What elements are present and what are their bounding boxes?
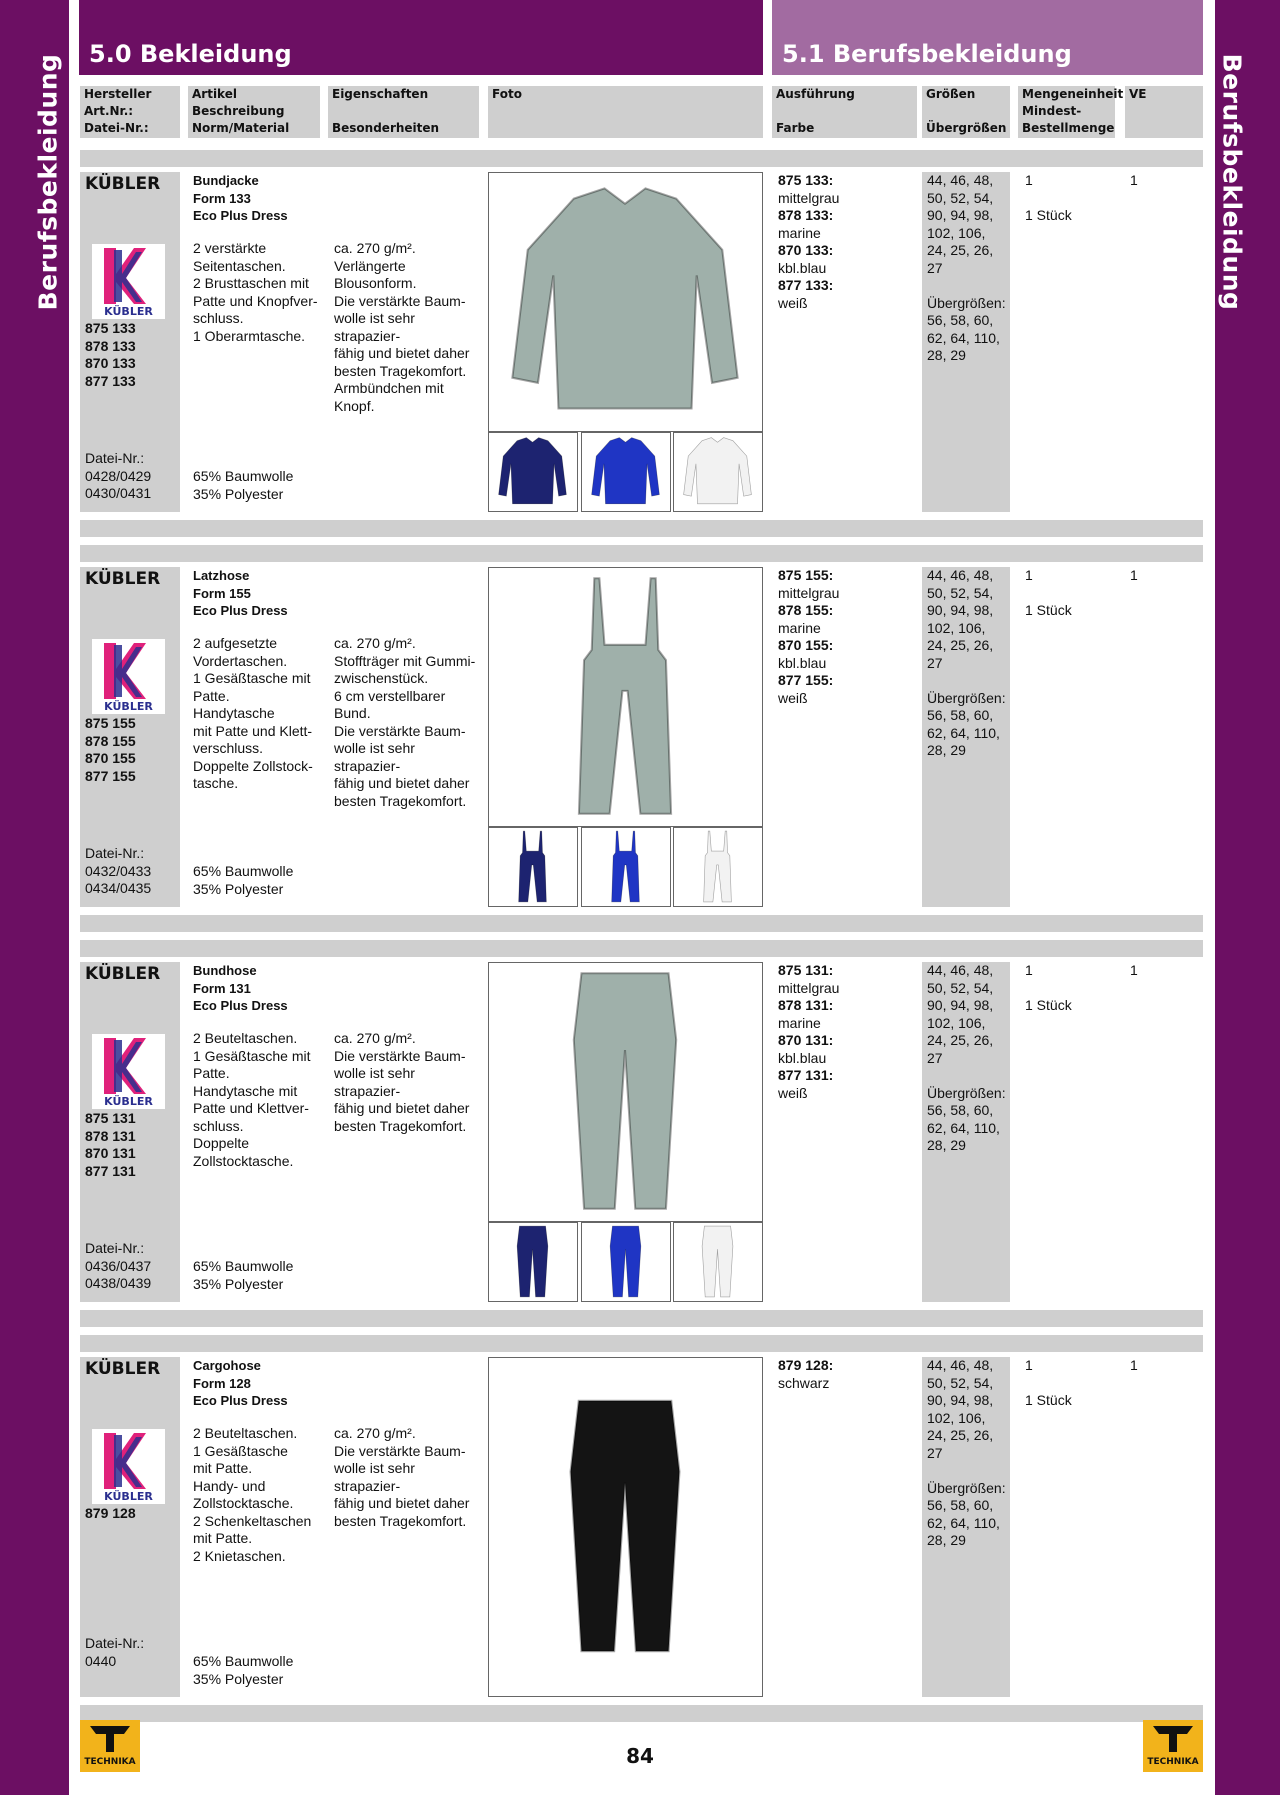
size-line: 24, 25, 26, [927, 1032, 994, 1048]
article-number: 877 131 [85, 1162, 136, 1179]
file-number-label: Datei-Nr.: [85, 845, 145, 861]
side-label-left: Berufsbekleidung [33, 53, 63, 311]
brand-name: KÜBLER [85, 174, 161, 194]
description-line: 1 Gesäßtasche [193, 1442, 288, 1459]
oversize-line: 28, 29 [927, 1137, 966, 1153]
oversize-label: Übergrößen: [927, 1084, 1006, 1101]
color-variant-thumbnail [581, 827, 671, 907]
description-line: Handytasche mit [193, 1082, 298, 1099]
size-line: 50, 52, 54, [927, 584, 994, 601]
svg-text:TECHNIKA: TECHNIKA [84, 1757, 136, 1767]
oversize-line: 56, 58, 60, [927, 1102, 994, 1118]
property-line: besten Tragekomfort. [334, 1117, 467, 1134]
svg-text:TECHNIKA: TECHNIKA [1147, 1757, 1199, 1767]
material-line: 65% Baumwolle [193, 863, 294, 879]
property-line: Verlängerte [334, 257, 406, 274]
row-separator [80, 940, 1203, 957]
size-line: 90, 94, 98, [927, 997, 994, 1013]
unit-quantity: 1 [1025, 1357, 1033, 1373]
article-description [193, 240, 331, 345]
variant-color: schwarz [778, 1374, 830, 1391]
variant-code: 875 131: [778, 962, 834, 978]
unit-quantity: 1 [1025, 172, 1033, 188]
spacer [927, 1462, 1007, 1480]
section-title: 5.0 Bekleidung [79, 0, 763, 75]
color-variant-thumbnail [488, 1222, 578, 1302]
article-number: 875 131 [85, 1110, 136, 1126]
oversize-label: Übergrößen: [927, 294, 1006, 311]
variant-code: 877 155: [778, 672, 834, 688]
subsection-title: 5.1 Berufsbekleidung [772, 0, 1203, 75]
description-line: 2 verstärkte [193, 240, 267, 256]
quantity [1025, 1357, 1072, 1410]
property-line: ca. 270 g/m². [334, 240, 416, 256]
size-line: 24, 25, 26, [927, 242, 994, 258]
quantity [1025, 567, 1072, 620]
size-line: 102, 106, [927, 1014, 986, 1031]
article-title [193, 172, 288, 225]
property-line: besten Tragekomfort. [334, 1512, 467, 1529]
technika-logo-right [1143, 1720, 1203, 1772]
description-line: 2 Beuteltaschen. [193, 1030, 298, 1046]
property-line: ca. 270 g/m². [334, 1425, 416, 1441]
oversize-line: 56, 58, 60, [927, 312, 994, 328]
property-line: ca. 270 g/m². [334, 635, 416, 651]
article-number: 878 131 [85, 1127, 136, 1144]
material [193, 863, 293, 898]
property-line: fähig und bietet daher [334, 775, 470, 791]
row-separator [80, 520, 1203, 537]
svg-text:KÜBLER: KÜBLER [104, 305, 153, 318]
oversize-line: 62, 64, 110, [927, 329, 1000, 346]
minimum-order: 1 Stück [1025, 602, 1072, 618]
material [193, 468, 293, 503]
property-line: wolle ist sehr strapazier- [334, 1460, 415, 1494]
col-head-menge: Mengeneinheit Mindest- Bestellmenge [1018, 86, 1115, 138]
property-line: besten Tragekomfort. [334, 362, 467, 379]
color-variant-thumbnail [673, 432, 763, 512]
product-photo [488, 567, 763, 827]
article-title [193, 1357, 288, 1410]
col-head-groessen: Größen Übergrößen [922, 86, 1010, 138]
svg-text:KÜBLER: KÜBLER [104, 1095, 153, 1108]
material-line: 35% Polyester [193, 880, 284, 897]
size-line: 102, 106, [927, 619, 986, 636]
size-line: 102, 106, [927, 1409, 986, 1426]
row-separator [80, 915, 1203, 932]
packing-unit: 1 [1130, 1357, 1138, 1373]
oversize-line: 56, 58, 60, [927, 1497, 994, 1513]
spacer [1025, 980, 1072, 998]
sizes [927, 172, 1007, 365]
col-head-artikel: Artikel Beschreibung Norm/Material [188, 86, 320, 138]
article-title [193, 567, 288, 620]
properties [334, 635, 484, 810]
oversize-line: 56, 58, 60, [927, 707, 994, 723]
col-head-hersteller: Hersteller Art.Nr.: Datei-Nr.: [80, 86, 180, 138]
variant-code: 870 155: [778, 637, 834, 653]
sizes [927, 962, 1007, 1155]
article-number: 875 133 [85, 320, 136, 336]
kuebler-logo [92, 1034, 165, 1109]
property-line: fähig und bietet daher [334, 345, 470, 361]
variant-color: marine [778, 224, 821, 241]
quantity [1025, 172, 1072, 225]
file-number: 0432/0433 [85, 862, 152, 879]
size-line: 44, 46, 48, [927, 172, 994, 188]
variant-code: 875 155: [778, 567, 834, 583]
property-line: fähig und bietet daher [334, 1100, 470, 1116]
size-line: 27 [927, 654, 943, 671]
variant-code: 879 128: [778, 1357, 834, 1373]
size-line: 90, 94, 98, [927, 602, 994, 618]
row-separator [80, 150, 1203, 167]
description-line: Patte. [193, 1065, 230, 1081]
material [193, 1258, 293, 1293]
packing-unit: 1 [1130, 567, 1138, 583]
description-line: tasche. [193, 775, 239, 791]
property-line: zwischenstück. [334, 670, 429, 686]
color-variant-thumbnail [581, 432, 671, 512]
technika-logo-left [80, 1720, 140, 1772]
sizes [927, 1357, 1007, 1550]
quantity [1025, 962, 1072, 1015]
description-line: Vordertaschen. [193, 652, 288, 669]
description-line: schluss. [193, 310, 244, 326]
size-line: 44, 46, 48, [927, 1357, 994, 1373]
col-head-eigenschaften: Eigenschaften Besonderheiten [328, 86, 479, 138]
description-line: schluss. [193, 1117, 244, 1134]
article-numbers [85, 1505, 136, 1523]
article-number: 870 133 [85, 355, 136, 371]
material-line: 35% Polyester [193, 1275, 284, 1292]
article-number: 878 155 [85, 732, 136, 749]
description-line: Patte und Klettver- [193, 1100, 309, 1116]
row-separator [80, 1705, 1203, 1722]
article-number: 877 155 [85, 767, 136, 784]
file-number-label: Datei-Nr.: [85, 1240, 145, 1256]
oversize-line: 28, 29 [927, 347, 966, 363]
article-title-line: Bundjacke [193, 173, 259, 188]
property-line: Die verstärkte Baum- [334, 722, 466, 739]
color-variant-thumbnail [488, 827, 578, 907]
property-line: Blousonform. [334, 275, 417, 291]
variants [778, 1357, 918, 1392]
property-line: Stoffträger mit Gummi- [334, 652, 476, 669]
property-line: Die verstärkte Baum- [334, 1047, 466, 1064]
property-line: besten Tragekomfort. [334, 792, 467, 809]
variant-color: mittelgrau [778, 189, 840, 206]
description-line: 2 aufgesetzte [193, 635, 278, 651]
packing-unit: 1 [1130, 172, 1138, 188]
size-line: 44, 46, 48, [927, 567, 994, 583]
file-number-label: Datei-Nr.: [85, 450, 145, 466]
file-number-label: Datei-Nr.: [85, 1635, 145, 1651]
description-line: verschluss. [193, 740, 264, 756]
description-line: 2 Beuteltaschen. [193, 1425, 298, 1441]
description-line: Doppelte [193, 1135, 250, 1151]
article-description [193, 1425, 331, 1565]
spacer [927, 672, 1007, 690]
file-number: 0430/0431 [85, 485, 152, 501]
description-line: Handytasche [193, 705, 275, 721]
description-line: Zollstocktasche. [193, 1495, 294, 1511]
product-photo [488, 962, 763, 1222]
color-variant-thumbnail [673, 827, 763, 907]
property-line: fähig und bietet daher [334, 1495, 470, 1511]
article-title-line: Bundhose [193, 963, 257, 978]
minimum-order: 1 Stück [1025, 997, 1072, 1013]
article-numbers [85, 715, 136, 785]
size-line: 50, 52, 54, [927, 189, 994, 206]
size-line: 27 [927, 1049, 943, 1066]
property-line: ca. 270 g/m². [334, 1030, 416, 1046]
variant-code: 870 131: [778, 1032, 834, 1048]
property-line: 6 cm verstellbarer Bund. [334, 687, 446, 721]
row-separator [80, 1310, 1203, 1327]
material-line: 65% Baumwolle [193, 1653, 294, 1669]
article-title-line: Latzhose [193, 568, 250, 583]
material-line: 35% Polyester [193, 1670, 284, 1687]
oversize-line: 62, 64, 110, [927, 724, 1000, 741]
article-title-line: Form 155 [193, 585, 251, 601]
variant-color: mittelgrau [778, 584, 840, 601]
color-variant-thumbnail [673, 1222, 763, 1302]
variant-code: 878 155: [778, 602, 834, 618]
spacer [1025, 1375, 1072, 1393]
kuebler-logo [92, 639, 165, 714]
size-line: 44, 46, 48, [927, 962, 994, 978]
description-line: Zollstocktasche. [193, 1152, 294, 1169]
article-title [193, 962, 288, 1015]
file-number: 0436/0437 [85, 1257, 152, 1274]
spacer [927, 1067, 1007, 1085]
article-description [193, 635, 331, 793]
property-line: Die verstärkte Baum- [334, 1442, 466, 1459]
variant-color: weiß [778, 1084, 808, 1101]
description-line: mit Patte. [193, 1530, 253, 1546]
file-number: 0440 [85, 1652, 117, 1669]
size-line: 24, 25, 26, [927, 1427, 994, 1443]
size-line: 27 [927, 1444, 943, 1461]
kuebler-logo [92, 1429, 165, 1504]
oversize-line: 62, 64, 110, [927, 1514, 1000, 1531]
size-line: 27 [927, 259, 943, 276]
article-description [193, 1030, 331, 1170]
description-line: Patte. [193, 687, 230, 704]
properties [334, 240, 484, 415]
oversize-label: Übergrößen: [927, 689, 1006, 706]
packing-unit: 1 [1130, 962, 1138, 978]
description-line: 2 Schenkeltaschen [193, 1512, 312, 1529]
product-photo [488, 1357, 763, 1697]
size-line: 24, 25, 26, [927, 637, 994, 653]
properties [334, 1425, 484, 1530]
property-line: Knopf. [334, 397, 375, 414]
unit-quantity: 1 [1025, 567, 1033, 583]
article-number: 875 155 [85, 715, 136, 731]
article-number: 870 155 [85, 750, 136, 766]
minimum-order: 1 Stück [1025, 207, 1072, 223]
material [193, 1653, 293, 1688]
side-label-right: Berufsbekleidung [1217, 53, 1247, 311]
property-line: wolle ist sehr strapazier- [334, 310, 415, 344]
oversize-line: 28, 29 [927, 1532, 966, 1548]
property-line: wolle ist sehr strapazier- [334, 740, 415, 774]
description-line: mit Patte und Klett- [193, 722, 313, 739]
kuebler-logo [92, 244, 165, 319]
property-line: wolle ist sehr strapazier- [334, 1065, 415, 1099]
variants [778, 567, 918, 707]
unit-quantity: 1 [1025, 962, 1033, 978]
svg-text:KÜBLER: KÜBLER [104, 1490, 153, 1503]
col-head-ausfuehrung: Ausführung Farbe [772, 86, 917, 138]
variant-color: marine [778, 1014, 821, 1031]
file-number: 0434/0435 [85, 880, 152, 896]
product-photo [488, 172, 763, 432]
property-line: Armbündchen mit [334, 380, 444, 396]
article-title-line: Form 131 [193, 980, 251, 996]
description-line: mit Patte. [193, 1460, 253, 1476]
svg-text:KÜBLER: KÜBLER [104, 700, 153, 713]
size-line: 90, 94, 98, [927, 1392, 994, 1408]
description-line: 1 Oberarmtasche. [193, 327, 306, 344]
material-line: 65% Baumwolle [193, 468, 294, 484]
oversize-label: Übergrößen: [927, 1479, 1006, 1496]
variant-color: kbl.blau [778, 259, 827, 276]
file-number: 0428/0429 [85, 467, 152, 484]
article-title-line: Eco Plus Dress [193, 208, 288, 223]
brand-name: KÜBLER [85, 569, 161, 589]
color-variant-thumbnail [581, 1222, 671, 1302]
property-line: Die verstärkte Baum- [334, 292, 466, 309]
description-line: 1 Gesäßtasche mit [193, 670, 311, 686]
description-line: 2 Knietaschen. [193, 1547, 286, 1564]
brand-name: KÜBLER [85, 964, 161, 984]
oversize-line: 62, 64, 110, [927, 1119, 1000, 1136]
row-separator [80, 545, 1203, 562]
file-numbers [85, 845, 151, 898]
row-separator [80, 1335, 1203, 1352]
variant-code: 870 133: [778, 242, 834, 258]
description-line: Seitentaschen. [193, 257, 286, 274]
variant-code: 878 133: [778, 207, 834, 223]
article-title-line: Form 133 [193, 190, 251, 206]
variant-code: 875 133: [778, 172, 834, 188]
article-number: 879 128 [85, 1505, 136, 1521]
article-number: 877 133 [85, 372, 136, 389]
color-variant-thumbnail [488, 432, 578, 512]
size-line: 50, 52, 54, [927, 979, 994, 996]
variant-code: 877 131: [778, 1067, 834, 1083]
article-title-line: Eco Plus Dress [193, 603, 288, 618]
variant-color: mittelgrau [778, 979, 840, 996]
size-line: 50, 52, 54, [927, 1374, 994, 1391]
variant-code: 878 131: [778, 997, 834, 1013]
variant-color: weiß [778, 689, 808, 706]
article-number: 878 133 [85, 337, 136, 354]
spacer [1025, 190, 1072, 208]
variant-code: 877 133: [778, 277, 834, 293]
description-line: Handy- und [193, 1477, 266, 1494]
variant-color: marine [778, 619, 821, 636]
description-line: Doppelte Zollstock- [193, 757, 313, 774]
col-head-ve: VE [1125, 86, 1203, 138]
article-numbers [85, 320, 136, 390]
article-numbers [85, 1110, 136, 1180]
file-numbers [85, 1240, 151, 1293]
variant-color: weiß [778, 294, 808, 311]
variants [778, 172, 918, 312]
material-line: 35% Polyester [193, 485, 284, 502]
description-line: 2 Brusttaschen mit [193, 275, 309, 291]
spacer [1025, 585, 1072, 603]
page-number: 84 [626, 1744, 654, 1768]
article-title-line: Form 128 [193, 1375, 251, 1391]
article-number: 870 131 [85, 1145, 136, 1161]
brand-name: KÜBLER [85, 1359, 161, 1379]
variants [778, 962, 918, 1102]
material-line: 65% Baumwolle [193, 1258, 294, 1274]
size-line: 102, 106, [927, 224, 986, 241]
article-title-line: Eco Plus Dress [193, 1393, 288, 1408]
article-title-line: Eco Plus Dress [193, 998, 288, 1013]
minimum-order: 1 Stück [1025, 1392, 1072, 1408]
variant-color: kbl.blau [778, 654, 827, 671]
spacer [927, 277, 1007, 295]
size-line: 90, 94, 98, [927, 207, 994, 223]
properties [334, 1030, 484, 1135]
description-line: Patte und Knopfver- [193, 292, 318, 309]
description-line: 1 Gesäßtasche mit [193, 1047, 311, 1064]
file-numbers [85, 450, 151, 503]
sizes [927, 567, 1007, 760]
file-number: 0438/0439 [85, 1275, 152, 1291]
variant-color: kbl.blau [778, 1049, 827, 1066]
article-title-line: Cargohose [193, 1358, 261, 1373]
oversize-line: 28, 29 [927, 742, 966, 758]
col-head-foto: Foto [488, 86, 763, 138]
file-numbers [85, 1635, 144, 1670]
